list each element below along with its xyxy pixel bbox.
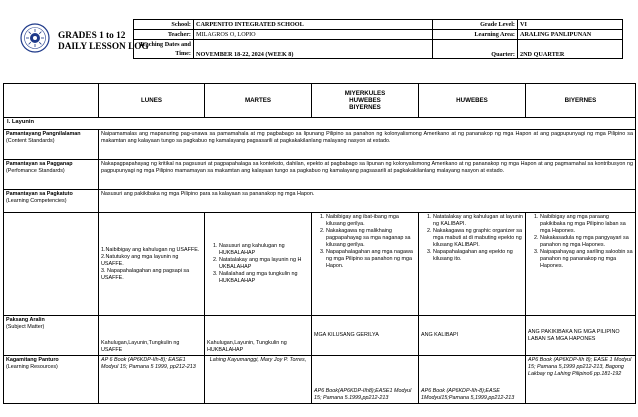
objective-biyernes-3: 3. Naipapahayag ang sariling saloobin sa panahon ng pananakop ng mga Hapones.	[540, 249, 633, 270]
deped-seal-icon	[20, 23, 50, 53]
content-standards-text: Naipamamalas ang mapanuring pag-unawa sa pamamahala at mg pagbabago sa lipunang Pilipino sa panahon ng kolonyalismong Amerikano at ng pananakop ng mga Hapon at ang pagpupunyagi ng mga Pilipino sa makamtan ang kalayaan tungo sa pagkabuo ng kamalayang pagsasarili at pagkakakilanlang malayang nasyon at estado.	[99, 130, 636, 160]
references-martes: Lahing Kayumanggi, Mary Joy P. Torres,	[205, 356, 312, 404]
competencies-row	[4, 190, 636, 213]
day-miyerkules	[312, 84, 419, 118]
day-huwebes: HUWEBES	[419, 84, 526, 118]
school-label: School:	[134, 20, 194, 30]
objective-huwebes-1: 1. Natatalakay ang kahulugan at layunin ng KALIBAPI.	[433, 214, 523, 228]
objective-huwebes-3: 3. Napapahalagahan ang epekto ng kilusang ito.	[433, 249, 523, 263]
objective-huwebes-2: 2. Nakakagawa ng graphic organizer sa mga mabuti at di mabuting epekto ng kilusang KALIBAPI.	[433, 228, 523, 249]
content-standards-row	[4, 130, 636, 160]
objectives-lunes	[99, 213, 205, 316]
content-standards-title: Pamantayang Pangnilalaman	[6, 131, 81, 137]
objective-miyerkules-1: 1. Naibibigay ang ibat-ibang mga kilusang gerilya.	[326, 214, 416, 228]
references-title: Kagamitang Panturo	[6, 357, 59, 363]
objective-lunes-2: 2.Natutukoy ang mga layunin ng USAFFE.	[101, 253, 179, 267]
objective-lunes-1: 1.Naibibigay ang kahulugan ng USAFFE.	[101, 246, 200, 253]
objective-biyernes-2: 2. Nakakasadula ng mga pangyayari sa panahon ng mga Hapones.	[540, 235, 633, 249]
performance-standards-label	[4, 160, 99, 190]
day-miyerkules-line1: MIYERKULES	[344, 89, 386, 97]
subject-matter-sub: (Subject Matter)	[6, 324, 45, 330]
day-miyerkules-line3: BIYERNES	[349, 104, 381, 112]
objective-miyerkules-2: 2. Nakakagawa ng malikhaing pagpapahayag sa mga naganap sa kilusang gerilya.	[326, 228, 416, 249]
references-label	[4, 356, 99, 404]
subject-matter-row	[4, 316, 636, 356]
subject-lunes: Kahulugan,Layunin,Tungkulin ng USAFFE	[99, 316, 205, 356]
header-info-table	[133, 19, 623, 59]
title-grades: GRADES 1 to 12	[58, 31, 126, 41]
objectives-label-empty	[4, 213, 99, 316]
competencies-sub: (Learning Competencies)	[6, 198, 67, 204]
day-lunes: LUNES	[99, 84, 205, 118]
objectives-biyernes	[526, 213, 636, 316]
dates-label	[134, 40, 194, 59]
subject-huwebes: ANG KALIBAPI	[419, 316, 526, 356]
title-daily-lesson-log: DAILY LESSON LOG	[58, 42, 149, 52]
objective-martes-3: 3. Nailalahad ang mga tungkulin ng HUKBALAHAP	[219, 271, 309, 285]
area-label: Learning Area:	[433, 30, 518, 40]
performance-standards-text: Nakapagpapahayag ng kritikal na pagsusuri at pagpapahalaga sa konteksto, dahilan, epekto at pagbabago sa lipunan ng kolonyalismong Amerikano at ng pananakop ng mga Hapon at ang pagmamahal sa kontribusyon ng pagpupunyagi ng mga Pilipino mamamayan sa makamtan ang kalayaan tungo sa pagkabuo ng kamalayang pagsasarili at pagkakakilanlang malayang nasyon at estado.	[99, 160, 636, 190]
subject-matter-label	[4, 316, 99, 356]
dates-label-line2: Time:	[175, 49, 191, 57]
day-martes: MARTES	[205, 84, 312, 118]
day-biyernes: BIYERNES	[526, 84, 636, 118]
subject-miyerkules: MGA KILUSANG GERILYA	[312, 316, 419, 356]
dates-value: NOVEMBER 18-22, 2024 (WEEK 8)	[194, 40, 433, 59]
objective-miyerkules-3: 3. Napapahalagahan ang mga nagawa ng mga Pilipino sa panahon ng mga Hapon.	[326, 249, 416, 270]
content-standards-label	[4, 130, 99, 160]
section-layunin: I. Layunin	[4, 118, 636, 130]
subject-martes: Kahulugan,Layunin, Tungkulin ng HUKBALAHAP	[205, 316, 312, 356]
day-miyerkules-line2: HUWEBES	[349, 96, 381, 104]
grade-value: VI	[518, 20, 623, 30]
subject-biyernes: ANG PAKIKIBAKA NG MGA PILIPINO LABAN SA MGA HAPONES	[526, 316, 636, 356]
lesson-grid	[3, 83, 636, 404]
objectives-martes	[205, 213, 312, 316]
corner-cell	[4, 84, 99, 118]
references-sub: (Learning Resources)	[6, 364, 58, 370]
competencies-label	[4, 190, 99, 213]
performance-standards-title: Pamantayan sa Pagganap	[6, 161, 73, 167]
teacher-label: Teacher:	[134, 30, 194, 40]
performance-standards-row	[4, 160, 636, 190]
references-miyerkules: AP6 Book(AP6KDP-IIh8);EASE1 Modyul 15; Pamana 5.1999,pp212-213	[312, 356, 419, 404]
area-value: ARALING PANLIPUNAN	[518, 30, 623, 40]
quarter-value: 2ND QUARTER	[518, 40, 623, 59]
section-layunin-row	[4, 118, 636, 130]
references-huwebes: AP6 Book (AP6KDP-IIh-8);EASE 1Modyul15;Pamana 5,1999,pp212-213	[419, 356, 526, 404]
references-row	[4, 356, 636, 404]
header	[17, 19, 622, 65]
grade-label: Grade Level:	[433, 20, 518, 30]
references-biyernes: AP6 Book (AP6KDP-IIh 8); EASE 1 Modyul 15; Pamana 5,1999 pp212-213, Bagong Lakbay ng Lahing Pilipino6 pp.181-192	[526, 356, 636, 404]
teacher-value: MILAGROS O, LOPIO	[194, 30, 433, 40]
objective-biyernes-1: 1. Naibibigay ang mga paraang pakikibaka ng mga Pilipino laban sa mga Hapones.	[540, 214, 633, 235]
objectives-miyerkules	[312, 213, 419, 316]
objectives-row	[4, 213, 636, 316]
objective-martes-1: 1. Nasusuri ang kahulugan ng HUKBALAHAP	[219, 243, 309, 257]
quarter-label: Quarter:	[433, 40, 518, 59]
content-standards-sub: (Content Standards)	[6, 138, 55, 144]
competencies-text: Nasusuri ang pakikibaka ng mga Pilipino para sa kalayaan sa pananakop ng mga Hapon.	[99, 190, 636, 213]
day-header-row	[4, 84, 636, 118]
objectives-huwebes	[419, 213, 526, 316]
objective-martes-2: 2. Natatalakay ang mga layunin ng H UKBALAHAP	[219, 257, 309, 271]
subject-matter-title: Paksang Aralin	[6, 317, 45, 323]
competencies-title: Pamantayan sa Pagkatuto	[6, 191, 73, 197]
objective-lunes-3: 3. Napapahalagahan ang pagsapi sa USAFFE.	[101, 267, 190, 281]
dates-label-line1: Teaching Dates and	[139, 41, 191, 48]
school-value: CARPENITO INTEGRATED SCHOOL	[194, 20, 433, 30]
references-lunes: AP 6 Book (AP6KDP-IIh-8); EASE1 Modyul 15; Pamana 5 1999, pp212-213	[99, 356, 205, 404]
performance-standards-sub: (Perfomance Standards)	[6, 168, 65, 174]
